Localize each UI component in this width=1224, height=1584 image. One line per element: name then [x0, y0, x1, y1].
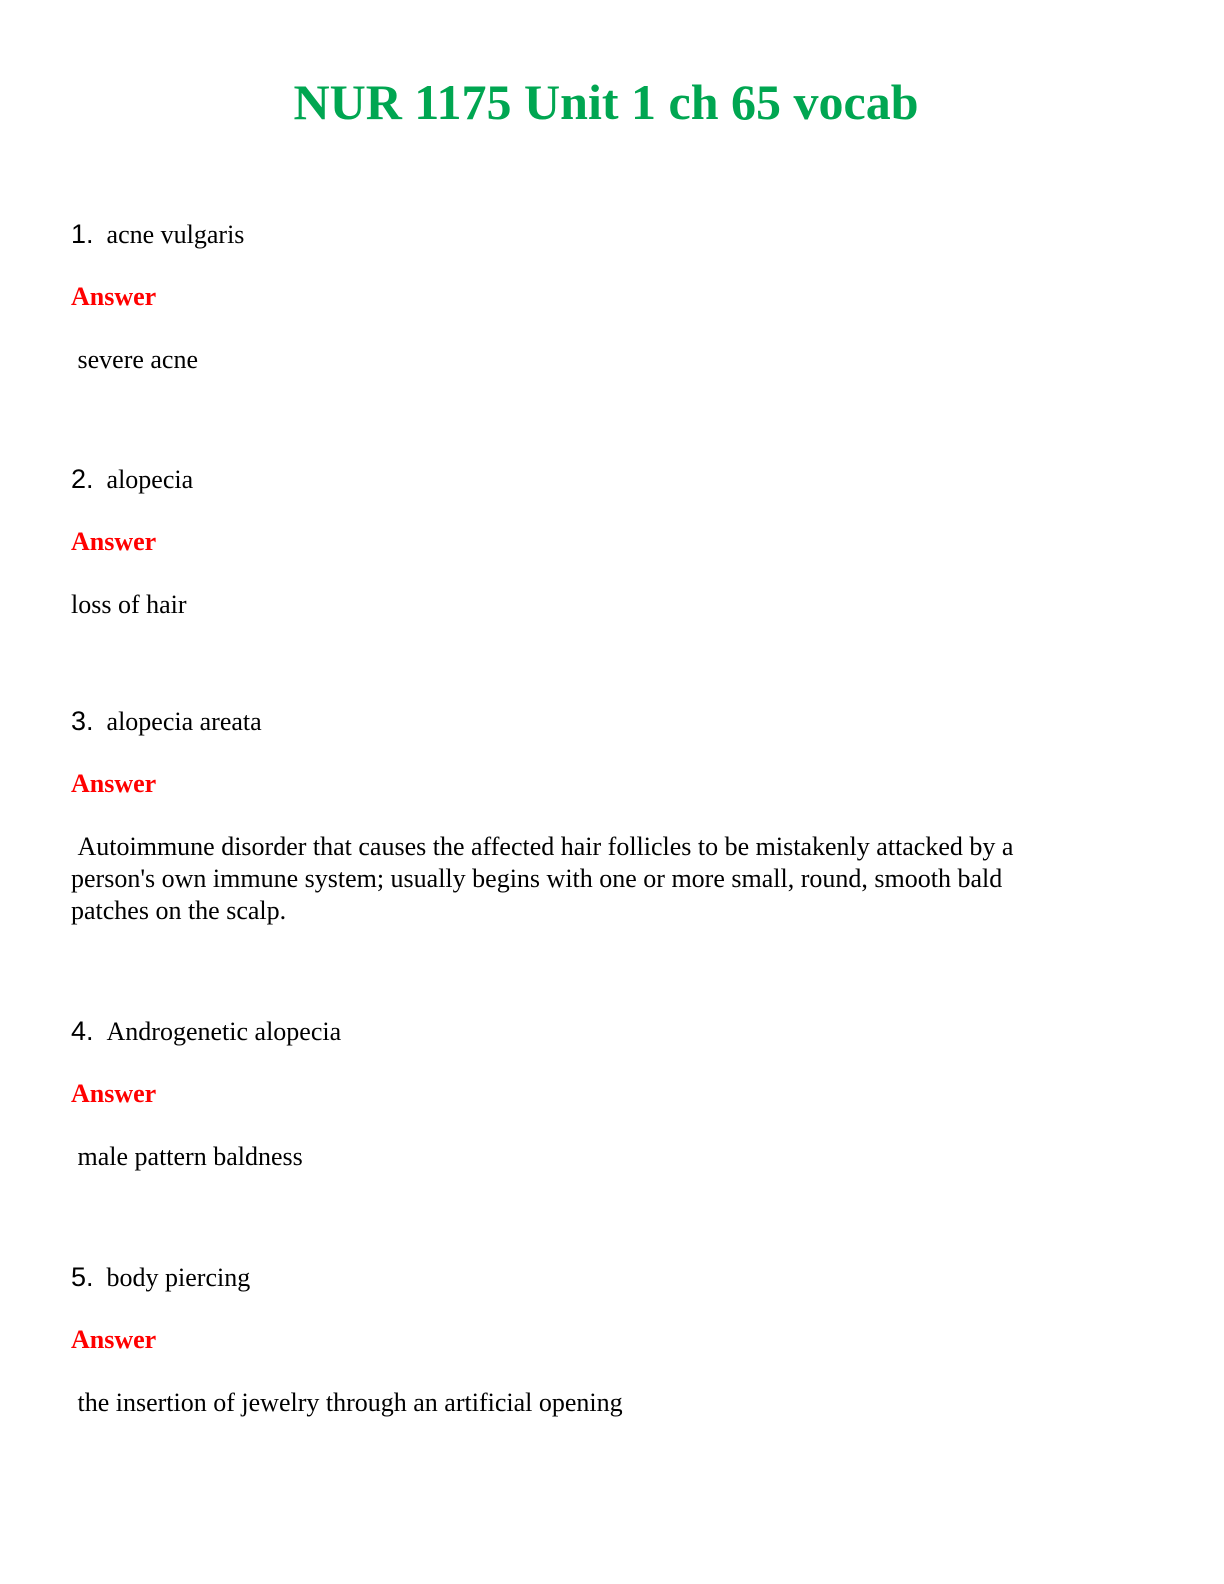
question — [71, 218, 244, 251]
question-term: acne vulgaris — [106, 220, 245, 249]
question — [71, 463, 193, 496]
question-number: 1. — [71, 219, 94, 249]
answer-text: severe acne — [71, 345, 199, 374]
question-number: 3. — [71, 706, 94, 736]
question-term: alopecia — [106, 465, 194, 494]
question-number: 2. — [71, 464, 94, 494]
question-term: body piercing — [106, 1263, 251, 1292]
question-number: 5. — [71, 1262, 94, 1292]
question — [71, 1015, 341, 1048]
answer-text: the insertion of jewelry through an artificial opening — [71, 1388, 623, 1417]
question — [71, 1261, 250, 1294]
answer-text: loss of hair — [71, 590, 187, 619]
answer-label: Answer — [71, 282, 157, 311]
answer-label: Answer — [71, 527, 157, 556]
answer-label: Answer — [71, 1079, 157, 1108]
answer-label: Answer — [71, 769, 157, 798]
question-number: 4. — [71, 1016, 94, 1046]
question-term: alopecia areata — [106, 707, 262, 736]
question — [71, 705, 262, 738]
question-term: Androgenetic alopecia — [106, 1017, 342, 1046]
answer-text: Autoimmune disorder that causes the affected hair follicles to be mistakenly attacked by a person's own immune system; usually begins with one or more small, round, smooth bald patches on the scalp. — [71, 832, 1020, 925]
document-title: NUR 1175 Unit 1 ch 65 vocab — [293, 74, 919, 130]
answer-label: Answer — [71, 1325, 157, 1354]
answer-text: male pattern baldness — [71, 1142, 303, 1171]
